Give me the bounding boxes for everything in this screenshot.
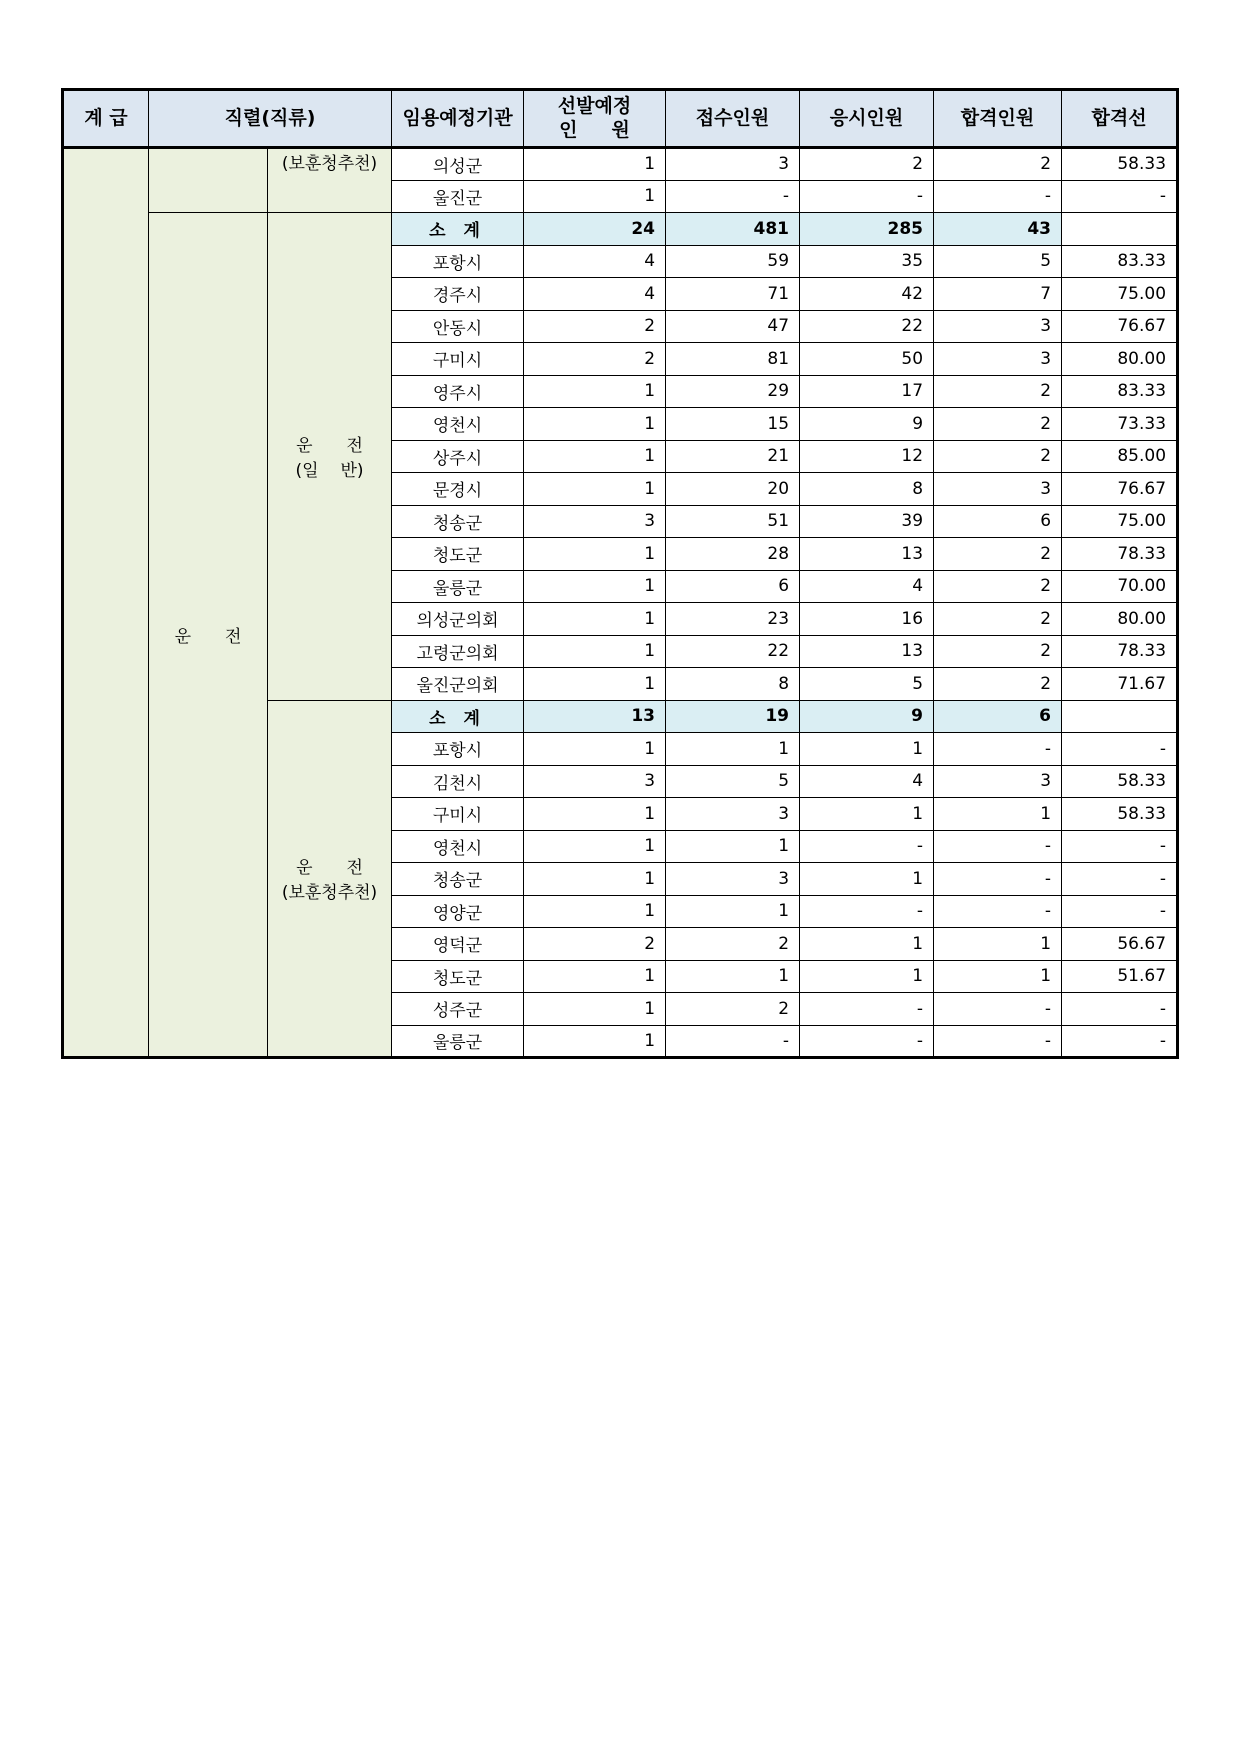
subseries-cell-general <box>268 213 392 701</box>
subtotal-examined: 285 <box>800 213 934 246</box>
applied-cell: 20 <box>666 473 800 506</box>
passed-cell: - <box>934 733 1062 766</box>
passed-cell: - <box>934 863 1062 896</box>
subseries-general-d: 반) <box>340 461 364 482</box>
planned-cell: 1 <box>524 863 666 896</box>
planned-cell: 1 <box>524 960 666 993</box>
cutoff-cell: 80.00 <box>1062 603 1178 636</box>
planned-cell: 1 <box>524 375 666 408</box>
agency-cell: 청도군 <box>392 960 524 993</box>
subseries-general-line2 <box>278 456 381 481</box>
examined-cell: 39 <box>800 505 934 538</box>
applied-cell: - <box>666 1025 800 1058</box>
examined-cell: 1 <box>800 798 934 831</box>
passed-cell: 2 <box>934 668 1062 701</box>
planned-cell: 2 <box>524 310 666 343</box>
examined-cell: - <box>800 830 934 863</box>
applied-cell: 51 <box>666 505 800 538</box>
examined-cell: 22 <box>800 310 934 343</box>
agency-cell: 고령군의회 <box>392 635 524 668</box>
applied-cell: 8 <box>666 668 800 701</box>
header-passed: 합격인원 <box>934 90 1062 148</box>
applied-cell: 28 <box>666 538 800 571</box>
agency-cell: 청송군 <box>392 505 524 538</box>
subtotal-applied: 481 <box>666 213 800 246</box>
examined-cell: 5 <box>800 668 934 701</box>
cutoff-cell: 80.00 <box>1062 343 1178 376</box>
cutoff-cell: 58.33 <box>1062 148 1178 181</box>
results-table <box>61 88 1179 1059</box>
applied-cell: 1 <box>666 830 800 863</box>
planned-cell: 1 <box>524 993 666 1026</box>
agency-cell: 의성군 <box>392 148 524 181</box>
cutoff-cell: 83.33 <box>1062 375 1178 408</box>
applied-cell: 6 <box>666 570 800 603</box>
passed-cell: 7 <box>934 278 1062 311</box>
cutoff-cell: - <box>1062 993 1178 1026</box>
applied-cell: 2 <box>666 928 800 961</box>
examined-cell: 12 <box>800 440 934 473</box>
passed-cell: 2 <box>934 570 1062 603</box>
cutoff-cell: - <box>1062 830 1178 863</box>
planned-cell: 1 <box>524 408 666 441</box>
planned-cell: 1 <box>524 733 666 766</box>
planned-cell: 1 <box>524 148 666 181</box>
applied-cell: 47 <box>666 310 800 343</box>
examined-cell: 1 <box>800 733 934 766</box>
header-row <box>63 90 1178 148</box>
cutoff-cell: - <box>1062 863 1178 896</box>
agency-cell: 상주시 <box>392 440 524 473</box>
examined-cell: 9 <box>800 408 934 441</box>
subseries-general-line1 <box>278 431 381 456</box>
header-planned-line2 <box>534 119 655 143</box>
agency-cell: 경주시 <box>392 278 524 311</box>
subtotal-passed: 43 <box>934 213 1062 246</box>
subtotal-applied: 19 <box>666 700 800 733</box>
agency-cell: 울릉군 <box>392 1025 524 1058</box>
subseries-veterans-line1 <box>278 853 381 878</box>
applied-cell: 81 <box>666 343 800 376</box>
agency-cell: 포항시 <box>392 245 524 278</box>
planned-cell: 4 <box>524 278 666 311</box>
agency-cell: 청도군 <box>392 538 524 571</box>
passed-cell: - <box>934 993 1062 1026</box>
examined-cell: 4 <box>800 570 934 603</box>
passed-cell: 3 <box>934 310 1062 343</box>
examined-cell: 17 <box>800 375 934 408</box>
examined-cell: 1 <box>800 928 934 961</box>
examined-cell: 13 <box>800 635 934 668</box>
examined-cell: - <box>800 180 934 213</box>
header-series: 직렬(직류) <box>149 90 392 148</box>
planned-cell: 1 <box>524 180 666 213</box>
passed-cell: 2 <box>934 635 1062 668</box>
planned-cell: 1 <box>524 570 666 603</box>
passed-cell: 5 <box>934 245 1062 278</box>
series-cell-driving <box>149 213 268 1058</box>
subtotal-examined: 9 <box>800 700 934 733</box>
cutoff-cell: 51.67 <box>1062 960 1178 993</box>
passed-cell: 2 <box>934 148 1062 181</box>
agency-cell: 안동시 <box>392 310 524 343</box>
agency-cell: 영덕군 <box>392 928 524 961</box>
applied-cell: 3 <box>666 798 800 831</box>
header-applied: 접수인원 <box>666 90 800 148</box>
subseries-cell-prev: (보훈청추천) <box>268 148 392 213</box>
planned-cell: 4 <box>524 245 666 278</box>
applied-cell: 2 <box>666 993 800 1026</box>
agency-cell: 구미시 <box>392 798 524 831</box>
examined-cell: - <box>800 993 934 1026</box>
planned-cell: 2 <box>524 343 666 376</box>
examined-cell: 16 <box>800 603 934 636</box>
examined-cell: 35 <box>800 245 934 278</box>
subseries-veterans-a: 운 <box>296 858 313 879</box>
agency-cell: 영천시 <box>392 408 524 441</box>
examined-cell: 50 <box>800 343 934 376</box>
subtotal-label: 소 계 <box>392 700 524 733</box>
planned-cell: 1 <box>524 895 666 928</box>
applied-cell: 23 <box>666 603 800 636</box>
passed-cell: 1 <box>934 798 1062 831</box>
planned-cell: 1 <box>524 798 666 831</box>
cutoff-cell: 78.33 <box>1062 635 1178 668</box>
agency-cell: 울진군의회 <box>392 668 524 701</box>
agency-cell: 청송군 <box>392 863 524 896</box>
passed-cell: 3 <box>934 473 1062 506</box>
agency-cell: 영주시 <box>392 375 524 408</box>
cutoff-cell: - <box>1062 1025 1178 1058</box>
subtotal-planned: 24 <box>524 213 666 246</box>
passed-cell: - <box>934 895 1062 928</box>
planned-cell: 1 <box>524 603 666 636</box>
header-cutoff: 합격선 <box>1062 90 1178 148</box>
subseries-veterans-b: 전 <box>346 858 363 879</box>
planned-cell: 1 <box>524 440 666 473</box>
applied-cell: 3 <box>666 863 800 896</box>
planned-cell: 1 <box>524 635 666 668</box>
cutoff-cell: 73.33 <box>1062 408 1178 441</box>
subseries-general-c: (일 <box>295 461 319 482</box>
applied-cell: 15 <box>666 408 800 441</box>
table-body <box>63 148 1178 1058</box>
header-planned <box>524 90 666 148</box>
subtotal-label: 소 계 <box>392 213 524 246</box>
passed-cell: 1 <box>934 960 1062 993</box>
planned-cell: 3 <box>524 505 666 538</box>
passed-cell: - <box>934 1025 1062 1058</box>
cutoff-cell: 58.33 <box>1062 765 1178 798</box>
planned-cell: 1 <box>524 538 666 571</box>
planned-cell: 1 <box>524 473 666 506</box>
cutoff-cell: 75.00 <box>1062 505 1178 538</box>
subtotal-planned: 13 <box>524 700 666 733</box>
applied-cell: 1 <box>666 960 800 993</box>
examined-cell: 1 <box>800 863 934 896</box>
passed-cell: 2 <box>934 603 1062 636</box>
examined-cell: 13 <box>800 538 934 571</box>
agency-cell: 영천시 <box>392 830 524 863</box>
subtotal-passed: 6 <box>934 700 1062 733</box>
subseries-veterans-line2: (보훈청추천) <box>281 883 378 904</box>
cutoff-cell: - <box>1062 895 1178 928</box>
agency-cell: 울진군 <box>392 180 524 213</box>
header-planned-line2-b: 원 <box>611 118 630 141</box>
passed-cell: 2 <box>934 408 1062 441</box>
agency-cell: 김천시 <box>392 765 524 798</box>
agency-cell: 성주군 <box>392 993 524 1026</box>
applied-cell: 71 <box>666 278 800 311</box>
table-row <box>63 148 1178 181</box>
applied-cell: 21 <box>666 440 800 473</box>
cutoff-cell: 58.33 <box>1062 798 1178 831</box>
passed-cell: 2 <box>934 375 1062 408</box>
cutoff-cell: 76.67 <box>1062 473 1178 506</box>
grade-cell <box>63 148 149 1058</box>
header-agency: 임용예정기관 <box>392 90 524 148</box>
header-planned-line2-a: 인 <box>559 118 578 141</box>
header-examined: 응시인원 <box>800 90 934 148</box>
planned-cell: 3 <box>524 765 666 798</box>
passed-cell: 6 <box>934 505 1062 538</box>
examined-cell: 4 <box>800 765 934 798</box>
examined-cell: - <box>800 895 934 928</box>
cutoff-cell: 83.33 <box>1062 245 1178 278</box>
passed-cell: 3 <box>934 765 1062 798</box>
applied-cell: 29 <box>666 375 800 408</box>
passed-cell: 2 <box>934 538 1062 571</box>
agency-cell: 문경시 <box>392 473 524 506</box>
cutoff-cell: - <box>1062 180 1178 213</box>
passed-cell: 1 <box>934 928 1062 961</box>
applied-cell: 5 <box>666 765 800 798</box>
agency-cell: 의성군의회 <box>392 603 524 636</box>
examined-cell: 1 <box>800 960 934 993</box>
applied-cell: 1 <box>666 895 800 928</box>
subseries-general-b: 전 <box>346 436 363 457</box>
cutoff-cell: - <box>1062 733 1178 766</box>
planned-cell: 1 <box>524 668 666 701</box>
cutoff-cell: 85.00 <box>1062 440 1178 473</box>
subtotal-row <box>63 213 1178 246</box>
agency-cell: 포항시 <box>392 733 524 766</box>
planned-cell: 1 <box>524 1025 666 1058</box>
subtotal-cutoff <box>1062 700 1178 733</box>
applied-cell: - <box>666 180 800 213</box>
passed-cell: 2 <box>934 440 1062 473</box>
agency-cell: 영양군 <box>392 895 524 928</box>
examined-cell: - <box>800 1025 934 1058</box>
cutoff-cell: 70.00 <box>1062 570 1178 603</box>
applied-cell: 3 <box>666 148 800 181</box>
agency-cell: 구미시 <box>392 343 524 376</box>
cutoff-cell: 76.67 <box>1062 310 1178 343</box>
examined-cell: 2 <box>800 148 934 181</box>
agency-cell: 울릉군 <box>392 570 524 603</box>
cutoff-cell: 56.67 <box>1062 928 1178 961</box>
examined-cell: 42 <box>800 278 934 311</box>
passed-cell: - <box>934 830 1062 863</box>
cutoff-cell: 71.67 <box>1062 668 1178 701</box>
series-cell-prev <box>149 148 268 213</box>
applied-cell: 1 <box>666 733 800 766</box>
passed-cell: - <box>934 180 1062 213</box>
passed-cell: 3 <box>934 343 1062 376</box>
planned-cell: 2 <box>524 928 666 961</box>
applied-cell: 59 <box>666 245 800 278</box>
subtotal-cutoff <box>1062 213 1178 246</box>
cutoff-cell: 78.33 <box>1062 538 1178 571</box>
header-grade: 계 급 <box>63 90 149 148</box>
planned-cell: 1 <box>524 830 666 863</box>
header-planned-line1: 선발예정 <box>557 94 632 117</box>
series-label-b: 전 <box>225 627 242 647</box>
subseries-cell-veterans <box>268 700 392 1058</box>
cutoff-cell: 75.00 <box>1062 278 1178 311</box>
applied-cell: 22 <box>666 635 800 668</box>
subseries-general-a: 운 <box>296 436 313 457</box>
examined-cell: 8 <box>800 473 934 506</box>
series-label-a: 운 <box>174 627 191 647</box>
